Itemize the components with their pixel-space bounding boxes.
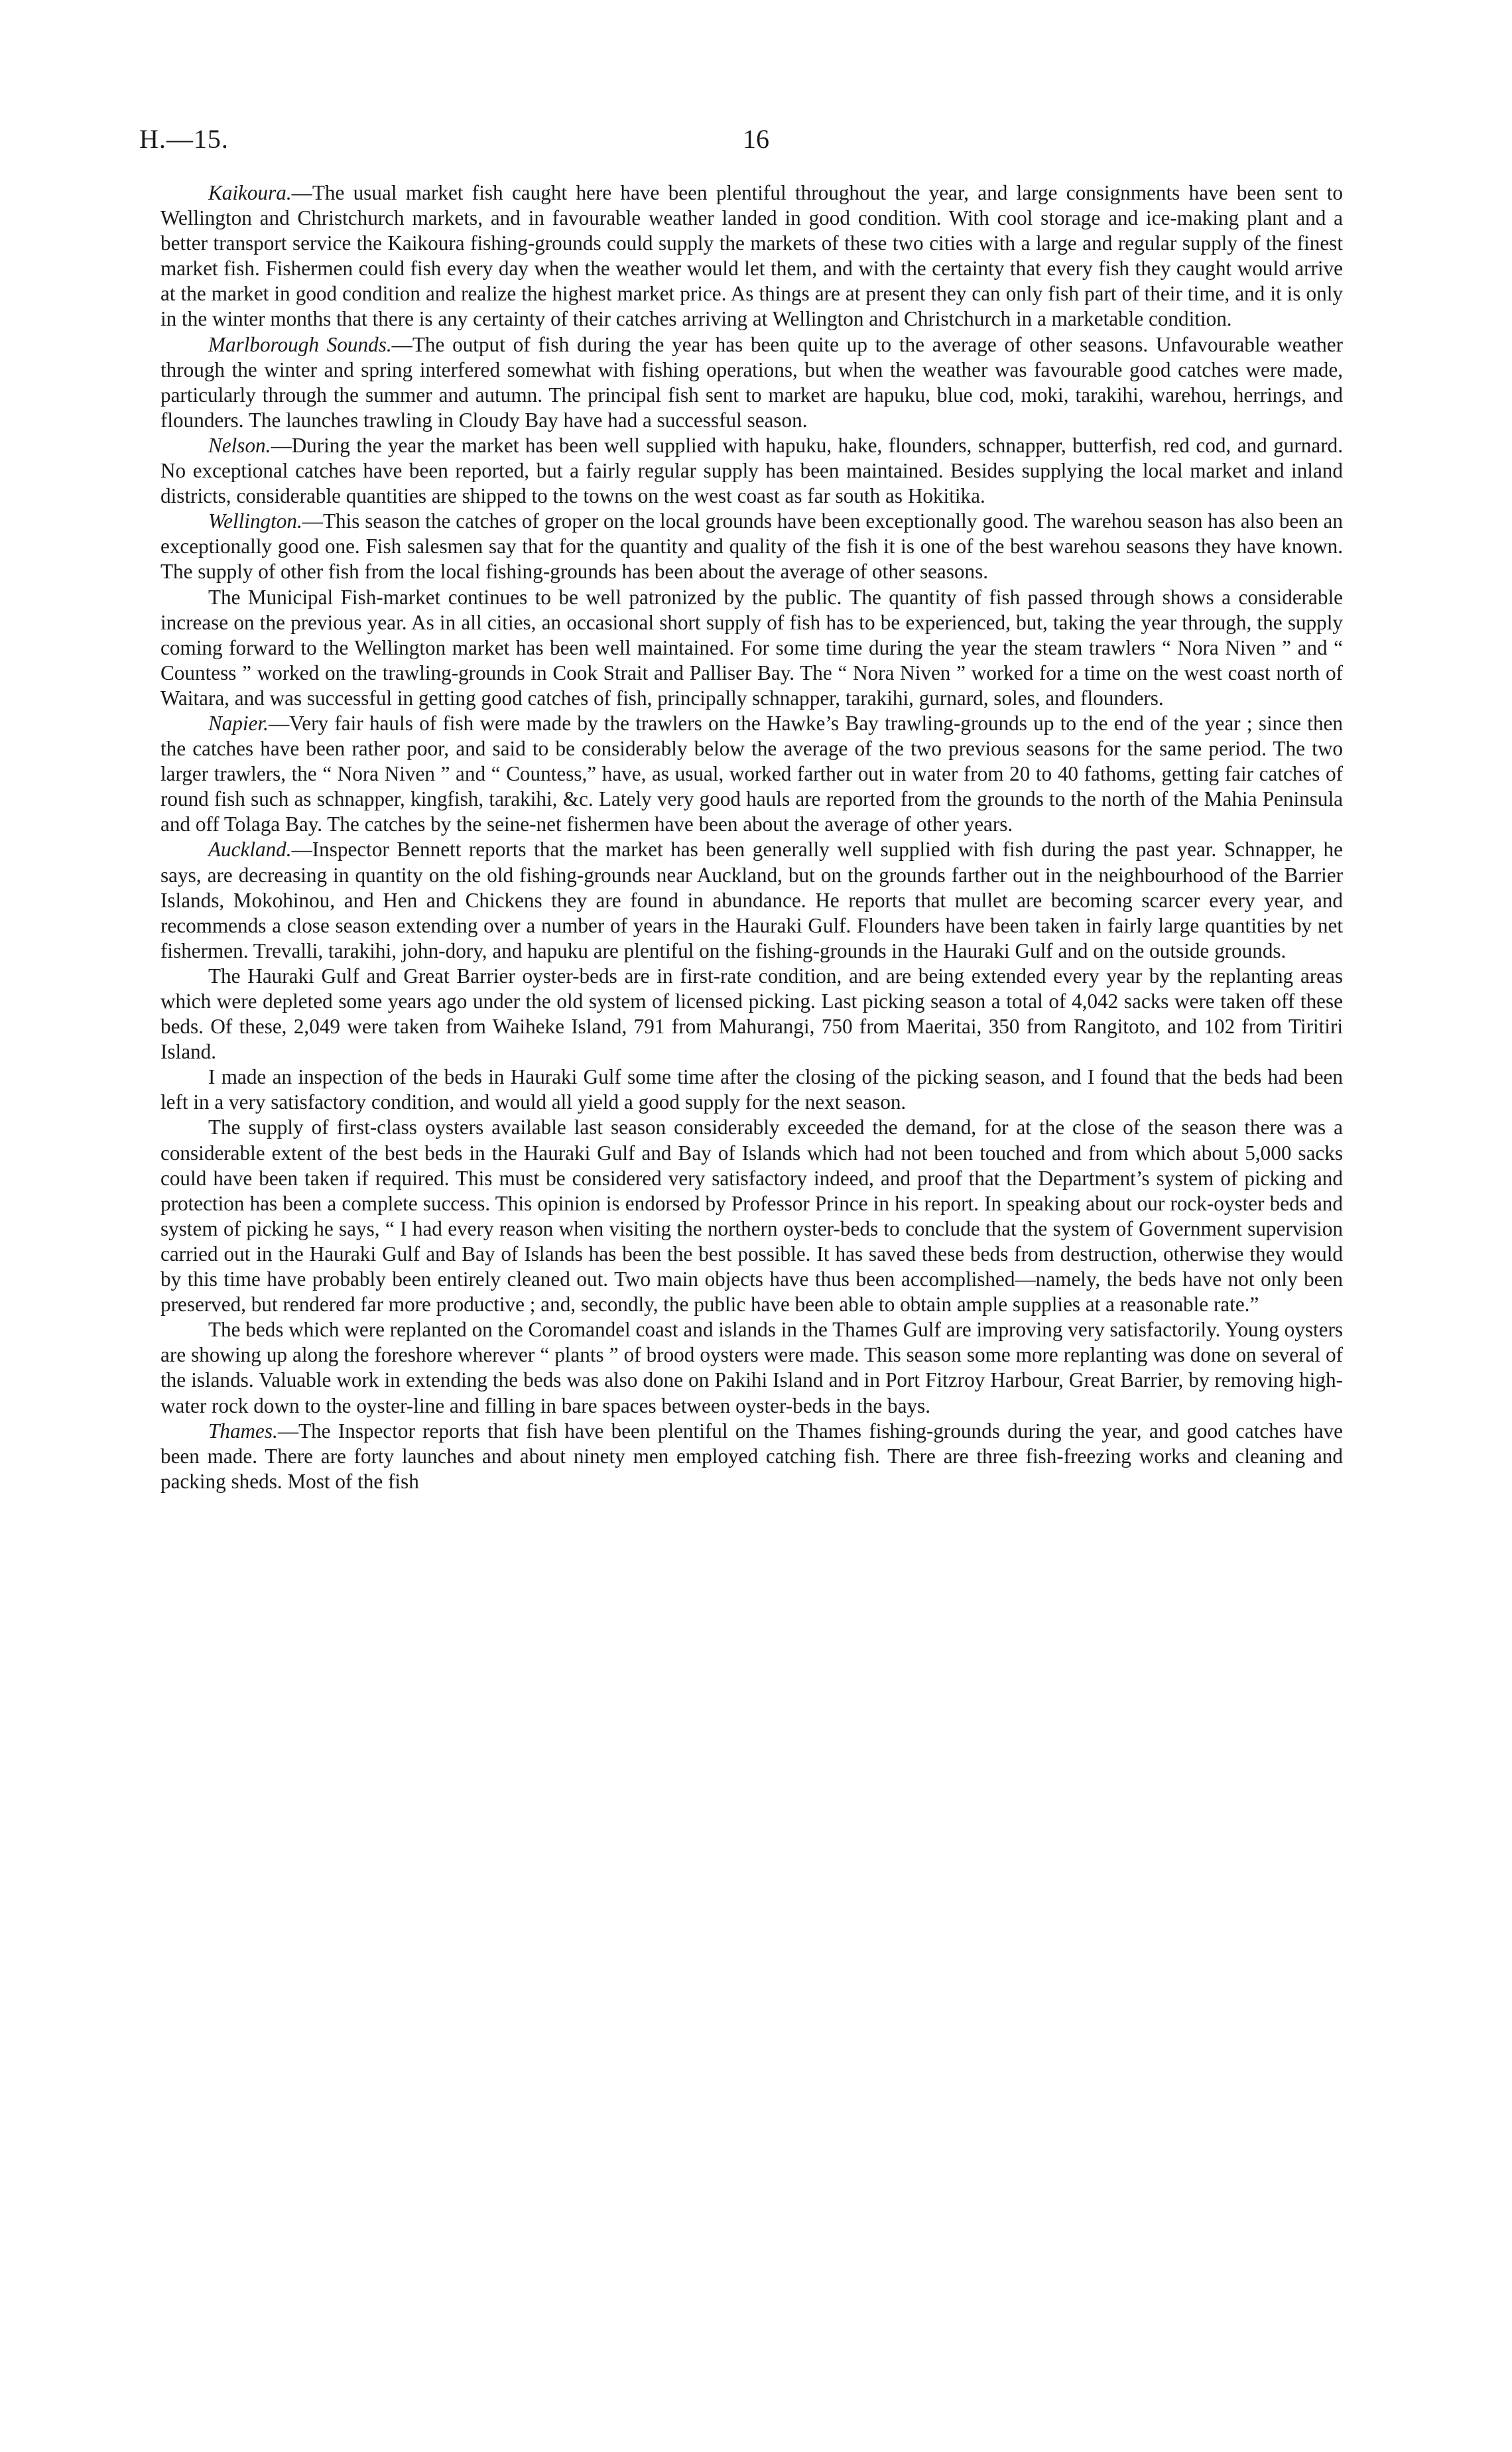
paragraph-text: —Inspector Bennett reports that the market has been generally well supplied with fish during the past year. Schnapper, he says, are decreasing in quantity on the old fishing-grounds near Auckland, but on the grounds farther out in the neighbourhood of the Barrier Islands, Mokohinou, and Hen and Chickens they are found in abundance. He reports that mullet are becoming scarcer every year, and recommends a close season extending over a number of years in the Hauraki Gulf. Flounders have been taken in fairly large quantities by net fishermen. Trevalli, tarakihi, john-dory, and hapuku are plentiful on the fishing-grounds in the Hauraki Gulf and on the outside grounds. [160, 838, 1343, 962]
page-header [139, 123, 1373, 163]
place-heading: Wellington. [208, 509, 302, 533]
paragraph-text: The supply of first-class oysters available last season considerably exceeded the demand, for at the close of the season there was a considerable extent of the best beds in the Hauraki Gulf and Bay of Islands which had not been touched and from which about 5,000 sacks could have been taken if required. This must be considered very satisfactory indeed, and proof that the Department’s system of picking and protection has been a complete success. This opinion is endorsed by Professor Prince in his report. In speaking about our rock-oyster beds and system of picking he says, “ I had every reason when visiting the northern oyster-beds to conclude that the system of Government supervision carried out in the Hauraki Gulf and Bay of Islands has been the best possible. It has saved these beds from destruction, otherwise they would by this time have probably been entirely cleaned out. Two main objects have thus been accomplished—namely, the beds have not only been preserved, but rendered far more productive ; and, secondly, the public have been able to obtain ample supplies at a reasonable rate.” [160, 1116, 1343, 1317]
place-heading: Marlborough Sounds. [208, 332, 392, 356]
paragraph-marlborough-sounds [160, 332, 1343, 433]
place-heading: Thames. [208, 1419, 278, 1443]
place-heading: Auckland. [208, 838, 292, 862]
paragraph-napier [160, 711, 1343, 837]
paragraph-municipal-fish-market [160, 585, 1343, 711]
paragraph-text: I made an inspection of the beds in Hauraki Gulf some time after the closing of the picking season, and I found that the beds had been left in a very satisfactory condition, and would all yield a good supply for the next season. [160, 1065, 1343, 1114]
paragraph-text: —Very fair hauls of fish were made by the trawlers on the Hawke’s Bay trawling-grounds up to the end of the year ; since then the catches have been rather poor, and said to be considerably below the average of the two previous seasons for the same period. The two larger trawlers, the “ Nora Niven ” and “ Countess,” have, as usual, worked farther out in water from 20 to 40 fathoms, getting fair catches of round fish such as schnapper, kingfish, tarakihi, &c. Lately very good hauls are reported from the grounds to the north of the Mahia Peninsula and off Tolaga Bay. The catches by the seine-net fishermen have been about the average of other years. [160, 711, 1343, 836]
paragraph-replanted-beds [160, 1317, 1343, 1418]
body-text [160, 180, 1343, 1494]
paragraph-text: —During the year the market has been well supplied with hapuku, hake, flounders, schnapper, butterfish, red cod, and gurnard. No exceptional catches have been reported, but a fairly regular supply has been maintained. Besides supplying the local market and inland districts, considerable quantities are shipped to the towns on the west coast as far south as Hokitika. [160, 433, 1343, 508]
paragraph-text: —The output of fish during the year has been quite up to the average of other seasons. Unfavourable weather through the winter and spring interfered somewhat with fishing operations, but when the weather was favourable good catches were made, particularly through the summer and autumn. The principal fish sent to market are hapuku, blue cod, moki, tarakihi, warehou, herrings, and flounders. The launches trawling in Cloudy Bay have had a successful season. [160, 332, 1343, 432]
place-heading: Nelson. [208, 433, 271, 457]
paragraph-text: The Municipal Fish-market continues to be well patronized by the public. The quantity of fish passed through shows a considerable increase on the previous year. As in all cities, an occasional short supply of fish has to be experienced, but, taking the year through, the supply coming forward to the Wellington market has been well maintained. For some time during the year the steam trawlers “ Nora Niven ” and “ Countess ” worked on the trawling-grounds in Cook Strait and Palliser Bay. The “ Nora Niven ” worked for a time on the west coast north of Waitara, and was successful in getting good catches of fish, principally schnapper, tarakihi, gurnard, soles, and flounders. [160, 585, 1343, 710]
paragraph-oyster-beds [160, 964, 1343, 1065]
paragraph-text: The beds which were replanted on the Coromandel coast and islands in the Thames Gulf are improving very satisfactorily. Young oysters are showing up along the foreshore wherever “ plants ” of brood oysters were made. This season some more replanting was done on several of the islands. Valuable work in extending the beds was also done on Pakihi Island and in Port Fitzroy Harbour, Great Barrier, by removing high-water rock down to the oyster-line and filling in bare spaces between oyster-beds in the bays. [160, 1318, 1343, 1417]
paragraph-kaikoura [160, 180, 1343, 332]
paragraph-auckland [160, 837, 1343, 963]
paragraph-nelson [160, 433, 1343, 509]
paragraph-text: —The usual market fish caught here have been plentiful throughout the year, and large consignments have been sent to Wellington and Christchurch markets, and in favourable weather landed in good condition. With cool storage and ice-making plant and a better transport service the Kaikoura fishing-grounds could supply the markets of these two cities with a large and regular supply of the finest market fish. Fishermen could fish every day when the weather would let them, and with the certainty that every fish they caught would arrive at the market in good condition and realize the highest market price. As things are at present they can only fish part of their time, and it is only in the winter months that there is any certainty of their catches arriving at Wellington and Christchurch in a marketable condition. [160, 181, 1343, 331]
paragraph-text: —The Inspector reports that fish have been plentiful on the Thames fishing-grounds during the year, and good catches have been made. There are forty launches and about ninety men employed catching fish. There are three fish-freezing works and cleaning and packing sheds. Most of the fish [160, 1419, 1343, 1493]
paragraph-text: —This season the catches of groper on the local grounds have been exceptionally good. The warehou season has also been an exceptionally good one. Fish salesmen say that for the quantity and quality of the fish it is one of the best warehou seasons they have known. The supply of other fish from the local fishing-grounds has been about the average of other seasons. [160, 509, 1343, 584]
paragraph-wellington [160, 509, 1343, 584]
paragraph-oyster-supply [160, 1115, 1343, 1317]
paragraph-text: The Hauraki Gulf and Great Barrier oyster-beds are in first-rate condition, and are being extended every year by the replanting areas which were depleted some years ago under the old system of licensed picking. Last picking season a total of 4,042 sacks were taken off these beds. Of these, 2,049 were taken from Waiheke Island, 791 from Mahurangi, 750 from Maeritai, 350 from Rangitoto, and 102 from Tiritiri Island. [160, 964, 1343, 1064]
paragraph-inspection [160, 1065, 1343, 1115]
report-reference: H.—15. [139, 124, 229, 154]
place-heading: Kaikoura. [208, 181, 292, 204]
page-number: 16 [743, 124, 769, 154]
place-heading: Napier. [208, 711, 269, 735]
paragraph-thames [160, 1419, 1343, 1494]
